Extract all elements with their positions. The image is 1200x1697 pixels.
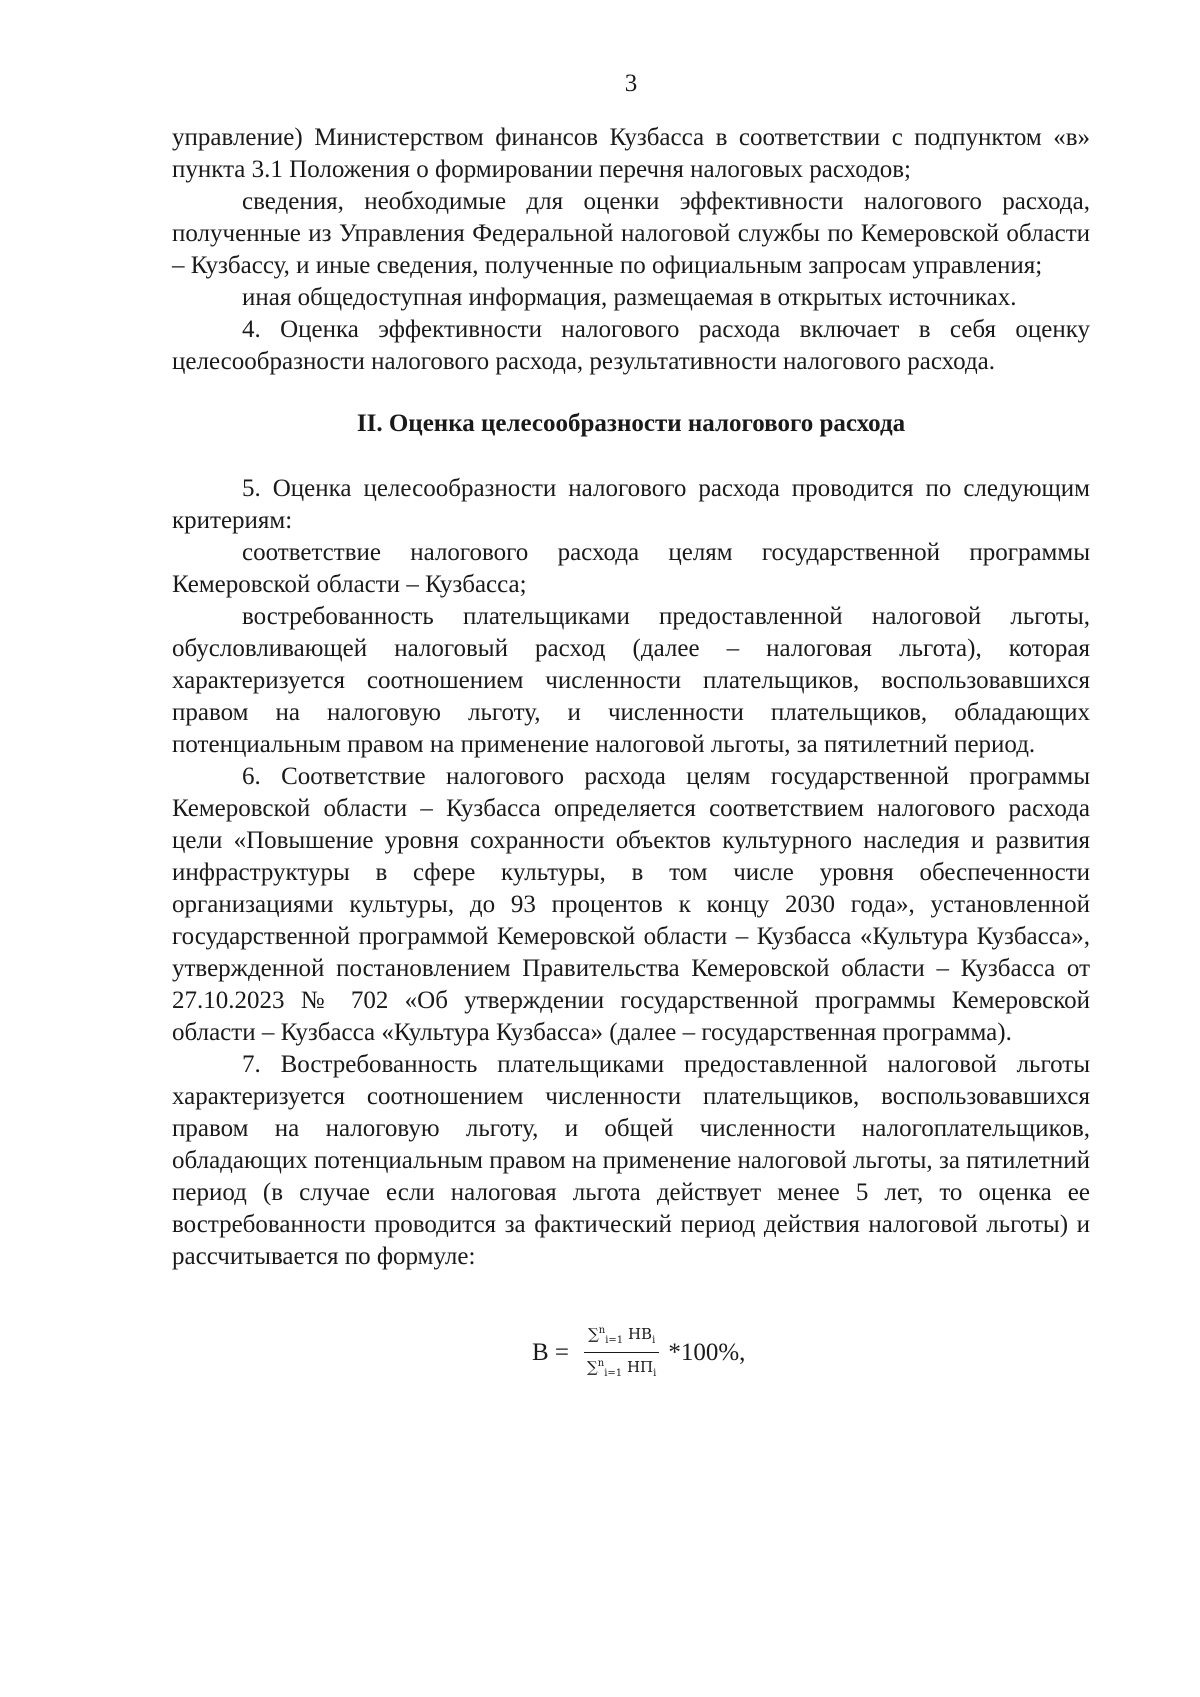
sum-lower-limit: i=1 [604, 1368, 623, 1379]
paragraph-item-7: 7. Востребованность плательщиками предоставленной налоговой льготы характеризуется соотношением численности плательщиков, воспользовавшихся правом на налоговую льготу, и общей численности налогоплательщиков, обладающих потенциальным правом на применение налоговой льготы, за пятилетний период (в случае если налоговая льгота действует менее 5 лет, то оценка ее востребованности проводится за фактический период действия налоговой льготы) и рассчитывается по формуле: [172, 1051, 1090, 1270]
denominator-variable: НП [626, 1358, 654, 1376]
formula-numerator [584, 1321, 659, 1353]
formula-tail: *100%, [668, 1338, 746, 1366]
numerator-subscript: i [652, 1335, 656, 1346]
sum-upper-limit: n [597, 1358, 605, 1369]
paragraph-public-info: иная общедоступная информация, размещаемая в открытых источниках. [242, 284, 1017, 311]
numerator-variable: НВ [627, 1325, 653, 1343]
paragraph-continuation: управление) Министерством финансов Кузбасса в соответствии с подпунктом «в» пункта 3.1 Положения о формировании перечня налоговых расходов; [172, 124, 1090, 183]
demand-formula [532, 1321, 745, 1384]
page-number: 3 [624, 70, 638, 97]
sum-symbol: ∑ [588, 1325, 599, 1343]
paragraph-criterion-1: соответствие налогового расхода целям государственной программы Кемеровской области – Кузбасса; [172, 539, 1090, 598]
paragraph-item-4: 4. Оценка эффективности налогового расхода включает в себя оценку целесообразности налогового расхода, результативности налогового расхода. [172, 316, 1090, 375]
paragraph-item-6: 6. Соответствие налогового расхода целям государственной программы Кемеровской области – Кузбасса определяется соответствием налогового расхода цели «Повышение уровня сохранности объектов культурного наследия и развития инфраструктуры в сфере культуры, в том числе уровня обеспеченности организациями культуры, до 93 процентов к концу 2030 года», установленной государственной программой Кемеровской области – Кузбасса «Культура Кузбасса», утвержденной постановлением Правительства Кемеровской области – Кузбасса от 27.10.2023 № 702 «Об утверждении государственной программы Кемеровской области – Кузбасса «Культура Кузбасса» (далее – государственная программа). [172, 763, 1090, 1046]
formula-block [172, 1321, 1090, 1401]
formula-lhs: В = [532, 1338, 570, 1366]
formula-denominator [583, 1353, 660, 1384]
sum-upper-limit: n [598, 1325, 606, 1336]
paragraph-info-sources: сведения, необходимые для оценки эффективности налогового расхода, полученные из Управления Федеральной налоговой службы по Кемеровской области – Кузбассу, и иные сведения, полученные по официальным запросам управления; [172, 188, 1090, 279]
sum-lower-limit: i=1 [605, 1335, 624, 1346]
denominator-subscript: i [653, 1368, 657, 1379]
sum-symbol: ∑ [587, 1358, 598, 1376]
paragraph-criterion-2: востребованность плательщиками предоставленной налоговой льготы, обусловливающей налоговый расход (далее – налоговая льгота), которая характеризуется соотношением численности плательщиков, воспользовавшихся правом на налоговую льготу, и численности плательщиков, обладающих потенциальным правом на применение налоговой льготы, за пятилетний период. [172, 603, 1090, 758]
section-heading: II. Оценка целесообразности налогового расхода [356, 410, 906, 437]
paragraph-item-5: 5. Оценка целесообразности налогового расхода проводится по следующим критериям: [172, 475, 1090, 534]
formula-fraction [583, 1321, 660, 1384]
